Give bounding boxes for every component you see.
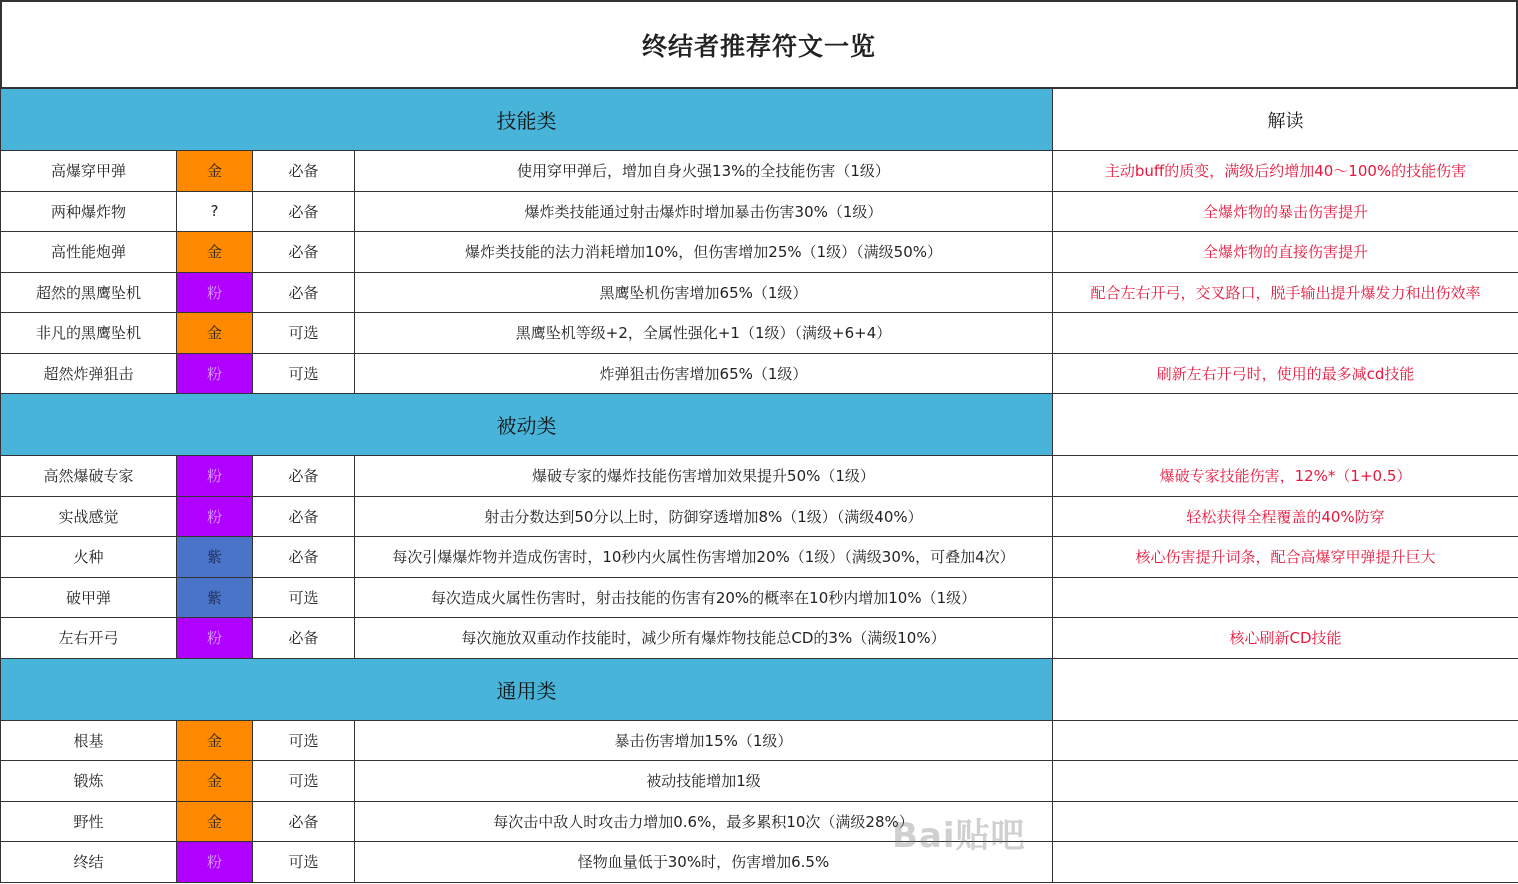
table-row [1, 272, 1518, 313]
section-header-passive [1, 394, 1518, 456]
interpretation-header: 解读 [1053, 89, 1518, 151]
rune-color: ? [177, 191, 253, 232]
rune-requirement: 可选 [253, 720, 355, 761]
rune-color: 粉 [177, 842, 253, 883]
rune-color: 紫 [177, 537, 253, 578]
rune-color: 粉 [177, 496, 253, 537]
rune-note: 核心伤害提升词条，配合高爆穿甲弹提升巨大 [1053, 537, 1518, 578]
rune-name: 左右开弓 [1, 618, 177, 659]
table-row [1, 151, 1518, 192]
rune-description: 每次造成火属性伤害时，射击技能的伤害有20%的概率在10秒内增加10%（1级） [355, 577, 1053, 618]
table-row [1, 537, 1518, 578]
rune-note: 轻松获得全程覆盖的40%防穿 [1053, 496, 1518, 537]
rune-name: 高性能炮弹 [1, 232, 177, 273]
rune-note [1053, 577, 1518, 618]
table-row [1, 232, 1518, 273]
rune-note [1053, 842, 1518, 883]
section-header-skill [1, 89, 1518, 151]
rune-name: 高爆穿甲弹 [1, 151, 177, 192]
rune-requirement: 必备 [253, 537, 355, 578]
table-row [1, 618, 1518, 659]
table-row [1, 761, 1518, 802]
rune-note [1053, 761, 1518, 802]
rune-description: 暴击伤害增加15%（1级） [355, 720, 1053, 761]
section-title: 被动类 [1, 394, 1053, 456]
rune-color: 粉 [177, 456, 253, 497]
rune-description: 黑鹰坠机伤害增加65%（1级） [355, 272, 1053, 313]
rune-name: 终结 [1, 842, 177, 883]
rune-note: 全爆炸物的直接伤害提升 [1053, 232, 1518, 273]
rune-note: 配合左右开弓，交叉路口，脱手输出提升爆发力和出伤效率 [1053, 272, 1518, 313]
table-row [1, 456, 1518, 497]
rune-description: 被动技能增加1级 [355, 761, 1053, 802]
rune-name: 野性 [1, 801, 177, 842]
section-header-general [1, 658, 1518, 720]
rune-color: 金 [177, 232, 253, 273]
table-row [1, 353, 1518, 394]
section-spacer [1053, 394, 1518, 456]
rune-description: 黑鹰坠机等级+2，全属性强化+1（1级）（满级+6+4） [355, 313, 1053, 354]
rune-name: 锻炼 [1, 761, 177, 802]
rune-name: 超然的黑鹰坠机 [1, 272, 177, 313]
rune-requirement: 可选 [253, 842, 355, 883]
rune-name: 超然炸弹狙击 [1, 353, 177, 394]
table-row [1, 842, 1518, 883]
rune-requirement: 必备 [253, 151, 355, 192]
rune-description: 射击分数达到50分以上时，防御穿透增加8%（1级）（满级40%） [355, 496, 1053, 537]
rune-name: 根基 [1, 720, 177, 761]
table-row [1, 577, 1518, 618]
rune-requirement: 必备 [253, 456, 355, 497]
rune-requirement: 必备 [253, 232, 355, 273]
rune-description: 爆破专家的爆炸技能伤害增加效果提升50%（1级） [355, 456, 1053, 497]
rune-name: 实战感觉 [1, 496, 177, 537]
section-title: 通用类 [1, 658, 1053, 720]
rune-description: 爆炸类技能的法力消耗增加10%，但伤害增加25%（1级）（满级50%） [355, 232, 1053, 273]
table-row [1, 191, 1518, 232]
rune-requirement: 可选 [253, 313, 355, 354]
rune-note [1053, 313, 1518, 354]
rune-description: 使用穿甲弹后，增加自身火强13%的全技能伤害（1级） [355, 151, 1053, 192]
rune-requirement: 可选 [253, 353, 355, 394]
rune-note: 主动buff的质变，满级后约增加40～100%的技能伤害 [1053, 151, 1518, 192]
table-row [1, 720, 1518, 761]
rune-color: 金 [177, 151, 253, 192]
table-row [1, 801, 1518, 842]
rune-requirement: 可选 [253, 761, 355, 802]
rune-description: 炸弹狙击伤害增加65%（1级） [355, 353, 1053, 394]
rune-note: 刷新左右开弓时，使用的最多减cd技能 [1053, 353, 1518, 394]
rune-table [0, 88, 1518, 883]
rune-description: 爆炸类技能通过射击爆炸时增加暴击伤害30%（1级） [355, 191, 1053, 232]
rune-requirement: 必备 [253, 272, 355, 313]
rune-color: 金 [177, 801, 253, 842]
rune-name: 高然爆破专家 [1, 456, 177, 497]
table-row [1, 313, 1518, 354]
rune-description: 每次引爆爆炸物并造成伤害时，10秒内火属性伤害增加20%（1级）（满级30%，可叠加4次） [355, 537, 1053, 578]
rune-color: 粉 [177, 618, 253, 659]
section-spacer [1053, 658, 1518, 720]
rune-name: 火种 [1, 537, 177, 578]
rune-note: 爆破专家技能伤害，12%*（1+0.5） [1053, 456, 1518, 497]
table-row [1, 496, 1518, 537]
rune-name: 破甲弹 [1, 577, 177, 618]
rune-note: 全爆炸物的暴击伤害提升 [1053, 191, 1518, 232]
rune-note [1053, 801, 1518, 842]
section-title: 技能类 [1, 89, 1053, 151]
rune-name: 非凡的黑鹰坠机 [1, 313, 177, 354]
rune-requirement: 必备 [253, 496, 355, 537]
page-title: 终结者推荐符文一览 [0, 0, 1518, 88]
rune-name: 两种爆炸物 [1, 191, 177, 232]
rune-requirement: 必备 [253, 618, 355, 659]
rune-color: 金 [177, 313, 253, 354]
rune-color: 金 [177, 761, 253, 802]
rune-description: 每次施放双重动作技能时，减少所有爆炸物技能总CD的3%（满级10%） [355, 618, 1053, 659]
rune-color: 粉 [177, 353, 253, 394]
rune-color: 紫 [177, 577, 253, 618]
rune-note [1053, 720, 1518, 761]
rune-description: 每次击中敌人时攻击力增加0.6%，最多累积10次（满级28%） [355, 801, 1053, 842]
watermark-logo: Bai贴吧 [892, 816, 1026, 856]
rune-note: 核心刷新CD技能 [1053, 618, 1518, 659]
rune-color: 金 [177, 720, 253, 761]
rune-requirement: 必备 [253, 801, 355, 842]
rune-description: 怪物血量低于30%时，伤害增加6.5% [355, 842, 1053, 883]
rune-requirement: 可选 [253, 577, 355, 618]
rune-color: 粉 [177, 272, 253, 313]
rune-requirement: 必备 [253, 191, 355, 232]
